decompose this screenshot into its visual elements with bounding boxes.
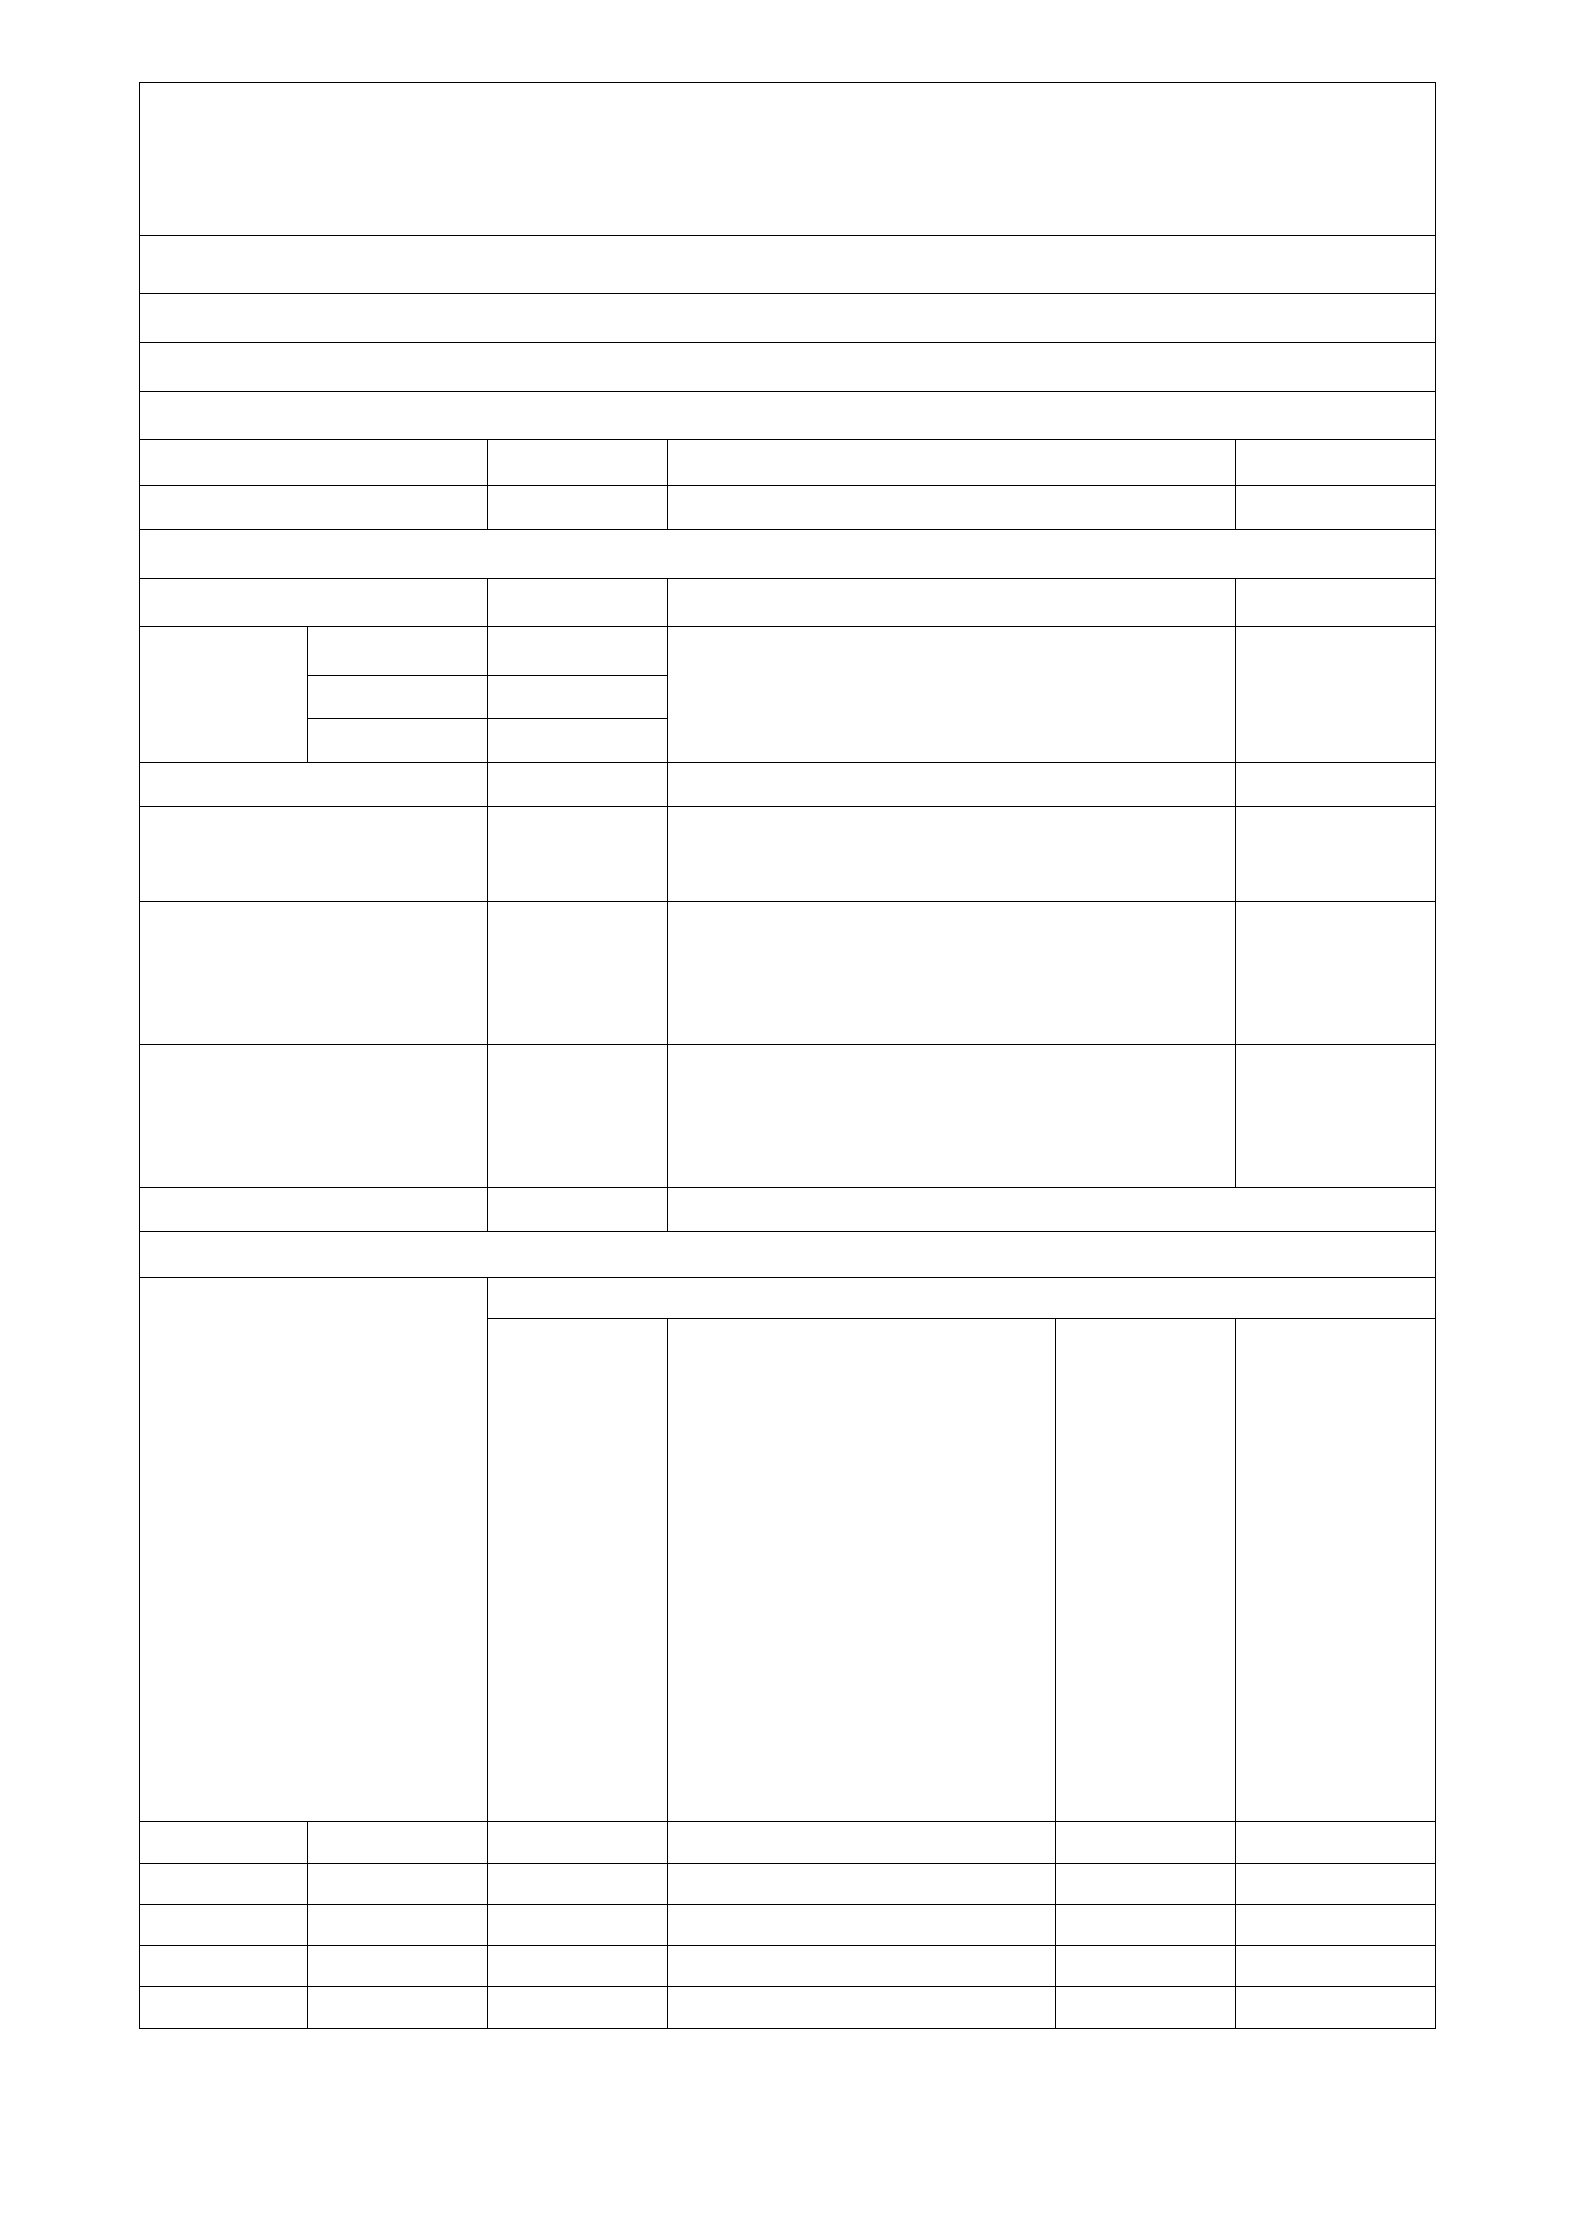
row8-col4 (1236, 806, 1436, 901)
row8-col1 (140, 806, 488, 901)
grid-col-a (488, 1319, 668, 1822)
band-cell-1 (140, 236, 1436, 294)
row9-col1 (140, 901, 488, 1044)
footer-r2-c2 (308, 1863, 488, 1904)
row3-col2 (488, 578, 668, 627)
band-row-6 (140, 1231, 1436, 1277)
grid-subheader-row (140, 1278, 1436, 1319)
row2-col2 (488, 486, 668, 530)
row10-col2 (488, 1044, 668, 1187)
footer-r5-c3 (488, 1987, 668, 2029)
footer-r1-c5 (1056, 1822, 1236, 1863)
table-row (140, 1863, 1436, 1904)
row7-col2 (488, 763, 668, 807)
split-value-1 (488, 627, 668, 676)
row3-col1 (140, 578, 488, 627)
row11-col2 (488, 1188, 668, 1232)
grid-col-c (1056, 1319, 1236, 1822)
split-label-cell (140, 627, 308, 763)
row11-col3 (668, 1188, 1436, 1232)
footer-r1-c4 (668, 1822, 1056, 1863)
footer-r5-c5 (1056, 1987, 1236, 2029)
row1-col4 (1236, 440, 1436, 486)
row3-col3 (668, 578, 1236, 627)
split-value-2 (488, 675, 668, 719)
data-row-2 (140, 486, 1436, 530)
table-row (140, 1822, 1436, 1863)
footer-r3-c2 (308, 1904, 488, 1945)
form-document (139, 82, 1435, 2029)
row2-col4 (1236, 486, 1436, 530)
data-row-6 (140, 901, 1436, 1044)
data-row-8 (140, 1188, 1436, 1232)
split-sub-2 (308, 675, 488, 719)
split-row-a (140, 627, 1436, 676)
form-table (139, 82, 1436, 2029)
grid-col-b (668, 1319, 1056, 1822)
data-row-1 (140, 440, 1436, 486)
band-row-4 (140, 391, 1436, 440)
grid-subheader-cell (488, 1278, 1436, 1319)
grid-col-d (1236, 1319, 1436, 1822)
row10-col3 (668, 1044, 1236, 1187)
row2-col3 (668, 486, 1236, 530)
band-cell-2 (140, 294, 1436, 343)
band-cell-3 (140, 342, 1436, 391)
split-wide-cell (668, 627, 1236, 763)
footer-r2-c5 (1056, 1863, 1236, 1904)
row9-col4 (1236, 901, 1436, 1044)
footer-r4-c2 (308, 1946, 488, 1987)
footer-r4-c3 (488, 1946, 668, 1987)
header-block-cell (140, 83, 1436, 236)
table-row (140, 1987, 1436, 2029)
row1-col2 (488, 440, 668, 486)
split-right-cell (1236, 627, 1436, 763)
row1-col1 (140, 440, 488, 486)
row9-col3 (668, 901, 1236, 1044)
row7-col4 (1236, 763, 1436, 807)
split-value-3 (488, 719, 668, 763)
footer-r4-c1 (140, 1946, 308, 1987)
row11-col1 (140, 1188, 488, 1232)
row7-col3 (668, 763, 1236, 807)
header-block-row (140, 83, 1436, 236)
footer-r4-c6 (1236, 1946, 1436, 1987)
row8-col2 (488, 806, 668, 901)
row1-col3 (668, 440, 1236, 486)
footer-r5-c6 (1236, 1987, 1436, 2029)
row9-col2 (488, 901, 668, 1044)
row8-col3 (668, 806, 1236, 901)
band-row-3 (140, 342, 1436, 391)
row10-col1 (140, 1044, 488, 1187)
footer-r3-c6 (1236, 1904, 1436, 1945)
footer-r2-c3 (488, 1863, 668, 1904)
footer-r3-c5 (1056, 1904, 1236, 1945)
footer-r1-c1 (140, 1822, 308, 1863)
footer-r3-c3 (488, 1904, 668, 1945)
footer-r5-c4 (668, 1987, 1056, 2029)
footer-r5-c2 (308, 1987, 488, 2029)
footer-r2-c6 (1236, 1863, 1436, 1904)
split-sub-3 (308, 719, 488, 763)
footer-r1-c3 (488, 1822, 668, 1863)
band-cell-6 (140, 1231, 1436, 1277)
table-row (140, 1946, 1436, 1987)
footer-r2-c4 (668, 1863, 1056, 1904)
footer-r1-c2 (308, 1822, 488, 1863)
footer-r1-c6 (1236, 1822, 1436, 1863)
table-row (140, 1904, 1436, 1945)
row7-col1 (140, 763, 488, 807)
row10-col4 (1236, 1044, 1436, 1187)
data-row-3 (140, 578, 1436, 627)
band-cell-5 (140, 529, 1436, 578)
row2-col1 (140, 486, 488, 530)
footer-r3-c4 (668, 1904, 1056, 1945)
data-row-4 (140, 763, 1436, 807)
band-row-5 (140, 529, 1436, 578)
data-row-7 (140, 1044, 1436, 1187)
row3-col4 (1236, 578, 1436, 627)
band-row-2 (140, 294, 1436, 343)
band-cell-4 (140, 391, 1436, 440)
band-row-1 (140, 236, 1436, 294)
footer-r3-c1 (140, 1904, 308, 1945)
data-row-5 (140, 806, 1436, 901)
footer-r4-c4 (668, 1946, 1056, 1987)
footer-r2-c1 (140, 1863, 308, 1904)
split-sub-1 (308, 627, 488, 676)
footer-r5-c1 (140, 1987, 308, 2029)
footer-r4-c5 (1056, 1946, 1236, 1987)
grid-notes-cell (140, 1278, 488, 1822)
